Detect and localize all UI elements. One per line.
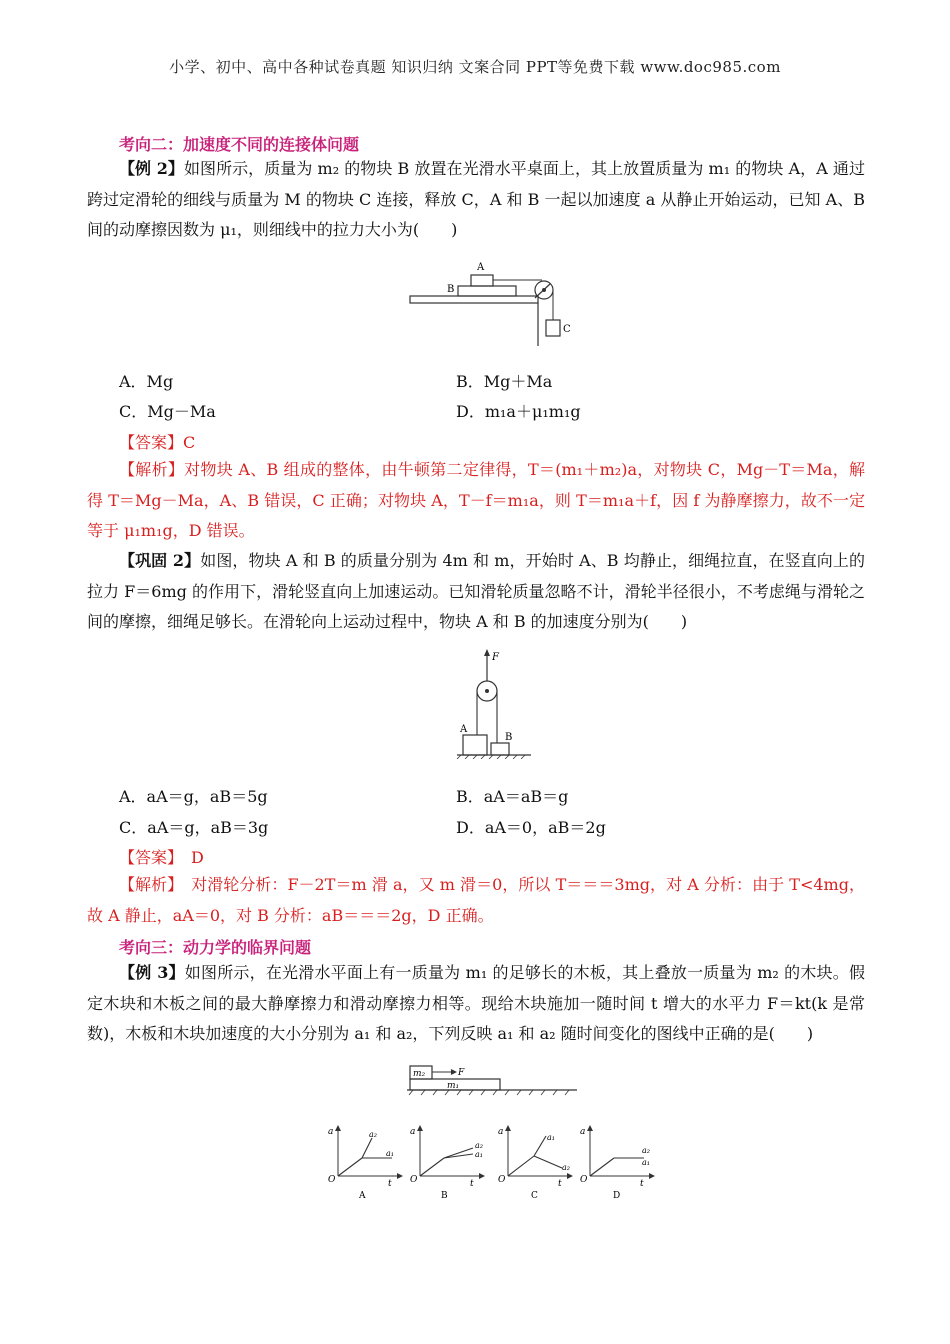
graph-b-line-1: a₂ [475,1141,483,1150]
graph-d-line-1: a₂ [642,1146,650,1155]
example-2-tag: 【例 2】 [119,159,184,178]
graph-d [580,1127,652,1201]
graph-b-label: B [441,1191,448,1201]
example-2-figure [405,258,580,350]
example-3-text: 如图所示，在光滑水平面上有一质量为 m₁ 的足够长的木板，其上叠放一质量为 m₂ 的木块。假定木块和木板之间的最大静摩擦力和滑动摩擦力相等。现给木块施加一随时间 t 增大的水平力 F＝kt(k 是常数)，木板和木块加速度的大小分别为 a₁ 和 a₂，下列反映 a₁ 和 a₂ 随时间变化的图线中正确的是( ) [87,963,865,1043]
fig-con2-label-a: A [460,724,468,735]
example-2-text: 如图所示，质量为 m₂ 的物块 B 放置在光滑水平桌面上，其上放置质量为 m₁ 的物块 A，A 通过跨过定滑轮的细线与质量为 M 的物块 C 连接，释放 C，A 和 B 一起以加速度 a 从静止开始运动，已知 A、B 间的动摩擦因数为 μ₁，则细线中的拉力大小为( ) [87,159,865,239]
fig3-label-m1: m₁ [447,1081,460,1091]
graph-a-line-1: a₂ [369,1130,377,1139]
graph-b-origin: O [410,1175,418,1185]
consolidation-2-answer: 【答案】 D [119,848,204,867]
fig2-label-a: A [477,262,485,273]
consolidation-2-tag: 【巩固 2】 [119,551,201,570]
consolidation-2-figure [455,647,535,759]
fig-con2-label-f: F [492,652,499,663]
graph-b-axis-t: t [470,1179,474,1189]
consolidation-2-option-b: B．aA＝aB＝g [456,787,569,806]
consolidation-2-question [87,546,865,638]
fig2-label-b: B [447,284,455,295]
fig3-label-m2: m₂ [413,1069,426,1079]
example-2-option-b: B．Mg＋Ma [456,372,553,391]
consolidation-2-option-d: D．aA＝0，aB＝2g [456,818,606,837]
page-header: 小学、初中、高中各种试卷真题 知识归纳 文案合同 PPT等免费下载 www.doc985.com [169,58,781,76]
example-2-option-d: D．m₁a＋μ₁m₁g [456,402,581,421]
section-title-3: 考向三：动力学的临界问题 [119,938,312,957]
example-2-option-c: C．Mg－Ma [119,402,216,421]
graph-a-line-2: a₁ [386,1149,394,1158]
consolidation-2-option-a: A．aA＝g，aB＝5g [119,787,268,806]
consolidation-2-text: 如图，物块 A 和 B 的质量分别为 4m 和 m，开始时 A、B 均静止，细绳拉直，在竖直向上的拉力 F＝6mg 的作用下，滑轮竖直向上加速运动。已知滑轮质量忽略不计，滑轮半径很小，不考虑绳与滑轮之间的摩擦，细绳足够长。在滑轮向上运动过程中，物块 A 和 B 的加速度分别为( ) [87,551,865,631]
graph-a-axis-t: t [388,1179,392,1189]
graph-d-axis-t: t [640,1179,644,1189]
graph-a-label: A [359,1191,366,1201]
graph-c-line-1: a₁ [547,1133,555,1142]
example-3-figure [405,1061,580,1097]
consolidation-2-option-c: C．aA＝g，aB＝3g [119,818,269,837]
example-2-question [87,154,865,246]
section-title-2: 考向二：加速度不同的连接体问题 [119,135,360,154]
graph-c-origin: O [498,1175,506,1185]
consolidation-2-analysis: 【解析】 对滑轮分析：F－2T＝m 滑 a，又 m 滑＝0，所以 T＝＝＝3mg，对 A 分析：由于 T<4mg，故 A 静止，aA＝0，对 B 分析：aB＝＝＝2g，D 正确。 [87,875,865,925]
example-2-analysis: 【解析】对物块 A、B 组成的整体，由牛顿第二定律得，T＝(m₁＋m₂)a，对物块 C，Mg－T＝Ma，解得 T＝Mg－Ma，A、B 错误，C 正确；对物块 A，T－f＝m₁a，则 T＝m₁a＋f，因 f 为静摩擦力，故不一定等于 μ₁m₁g，D 错误。 [87,460,865,540]
graph-d-line-2: a₁ [642,1158,650,1167]
example-3-tag: 【例 3】 [119,963,185,982]
graph-c-axis-a: a [498,1127,504,1137]
fig-con2-label-b: B [505,732,513,743]
graph-d-label: D [613,1191,621,1201]
example-2-option-a: A．Mg [119,372,174,391]
example-2-answer: 【答案】C [119,433,196,452]
example-3-graphs [318,1120,668,1202]
graph-b [410,1127,483,1201]
graph-d-axis-a: a [580,1127,586,1137]
graph-a [328,1127,400,1201]
graph-a-origin: O [328,1175,336,1185]
graph-a-axis-a: a [328,1127,334,1137]
graph-b-line-2: a₁ [475,1150,483,1159]
example-3-question [87,958,865,1050]
graph-c-line-2: a₂ [562,1163,570,1172]
graph-b-axis-a: a [410,1127,416,1137]
fig2-label-c: C [563,324,571,335]
graph-c [498,1127,570,1201]
fig3-label-f: F [458,1068,465,1078]
graph-c-label: C [531,1191,538,1201]
graph-c-axis-t: t [558,1179,562,1189]
graph-d-origin: O [580,1175,588,1185]
